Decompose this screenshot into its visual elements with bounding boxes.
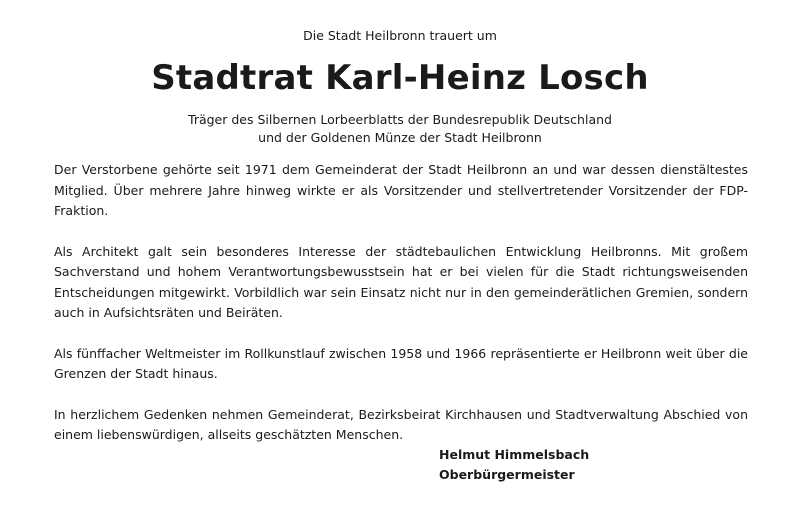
signatory-name: Helmut Himmelsbach [439, 447, 590, 462]
signature-block [439, 445, 589, 485]
paragraph-architect: Als Architekt galt sein besonderes Interesse der städtebaulichen Entwicklung Heilbronns. Mit großem Sachverstand und hohem Verantwortungsbewusstsein hat er bei vielen für die Stadt richtungsweisenden Entscheidungen mitgewirkt. Vorbildlich war sein Einsatz nicht nur in den gemeinderätlichen Gremien, sondern auch in Aufsichtsräten und Beiräten. [54, 243, 748, 320]
paragraph-farewell: In herzlichem Gedenken nehmen Gemeinderat, Bezirksbeirat Kirchhausen und Stadtverwaltung Abschied von einem liebenswürdigen, allseits geschätzten Menschen. [54, 406, 748, 442]
honor-line: Träger des Silbernen Lorbeerblatts der Bundesrepublik Deutschland [188, 112, 612, 127]
deceased-name: Stadtrat Karl-Heinz Losch [151, 58, 649, 98]
intro-line: Die Stadt Heilbronn trauert um [303, 28, 497, 43]
honors-block [0, 111, 800, 147]
obituary-body [54, 160, 748, 466]
paragraph-world-champion: Als fünffacher Weltmeister im Rollkunstlauf zwischen 1958 und 1966 repräsentierte er Heilbronn weit über die Grenzen der Stadt hinaus. [54, 345, 748, 381]
honor-line: und der Goldenen Münze der Stadt Heilbronn [258, 130, 542, 145]
signatory-title: Oberbürgermeister [439, 467, 575, 482]
paragraph-membership: Der Verstorbene gehörte seit 1971 dem Gemeinderat der Stadt Heilbronn an und war dessen dienstältestes Mitglied. Über mehrere Jahre hinweg wirkte er als Vorsitzender und stellvertretender Vorsitzender der FDP-Fraktion. [54, 162, 748, 218]
